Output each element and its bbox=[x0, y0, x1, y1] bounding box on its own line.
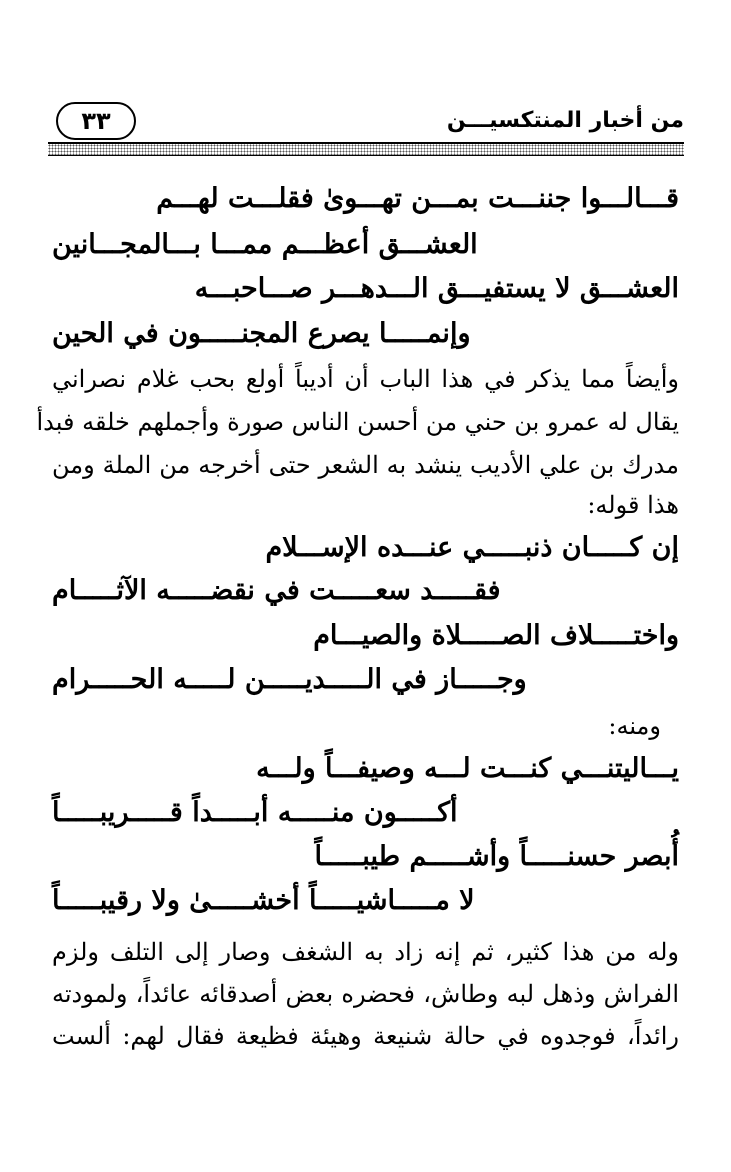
prose-line: مدرك بن علي الأديب ينشد به الشعر حتى أخرجه من الملة ومن bbox=[52, 451, 679, 479]
prose-line: وله من هذا كثير، ثم إنه زاد به الشغف وصار إلى التلف ولزم bbox=[52, 938, 679, 966]
prose-line: الفراش وذهل لبه وطاش، فحضره بعض أصدقائه عائداً، ولمودته bbox=[52, 980, 679, 1008]
verse-line: العشـــق لا يستفيـــق الـــدهـــر صـــاحبـــه bbox=[194, 273, 679, 304]
page-number: ٣٣ bbox=[56, 102, 136, 140]
verse-line: وإنمـــــا يصرع المجنـــــون في الحين bbox=[52, 318, 471, 349]
prose-line: يقال له عمرو بن حني من أحسن الناس صورة وأجملهم خلقه فبدأ bbox=[36, 408, 679, 436]
verse-line: فقـــــد سعـــــت في نقضـــــه الآثـــــام bbox=[52, 575, 501, 606]
verse-line: أكـــــون منـــــه أبـــــداً قـــــريبـــــاً bbox=[52, 797, 458, 828]
prose-line: وأيضاً مما يذكر في هذا الباب أن أديباً أولع بحب غلام نصراني bbox=[52, 365, 679, 393]
page-header bbox=[48, 100, 684, 140]
prose-line: رائداً، فوجدوه في حالة شنيعة وهيئة فظيعة فقال لهم: ألست bbox=[52, 1022, 679, 1050]
prose-line: هذا قوله: bbox=[587, 491, 679, 519]
verse-line: وجـــــاز في الـــــديـــــن لـــــه الحـــــرام bbox=[52, 664, 527, 695]
running-title: من أخبار المنتكسيـــن bbox=[446, 108, 684, 133]
verse-line: لا مـــــاشيـــــاً أخشـــــىٰ ولا رقيبـــــاً bbox=[52, 885, 475, 916]
header-rule bbox=[48, 142, 684, 156]
verse-line: إن كـــــان ذنبـــــي عنـــده الإســـلام bbox=[265, 532, 679, 563]
prose-line: ومنه: bbox=[608, 712, 661, 740]
verse-line: أُبصر حسنـــــاً وأشـــــم طيبـــــاً bbox=[314, 841, 679, 872]
verse-line: قـــالـــوا جننـــت بمـــن تهـــوىٰ فقلـــت لهـــم bbox=[156, 183, 679, 214]
verse-line: يـــاليتنـــي كنـــت لـــه وصيفـــاً ولـــه bbox=[256, 753, 679, 784]
verse-line: العشـــق أعظـــم ممـــا بـــالمجـــانين bbox=[52, 229, 478, 260]
verse-line: واختـــــلاف الصـــــلاة والصيـــام bbox=[313, 620, 679, 651]
